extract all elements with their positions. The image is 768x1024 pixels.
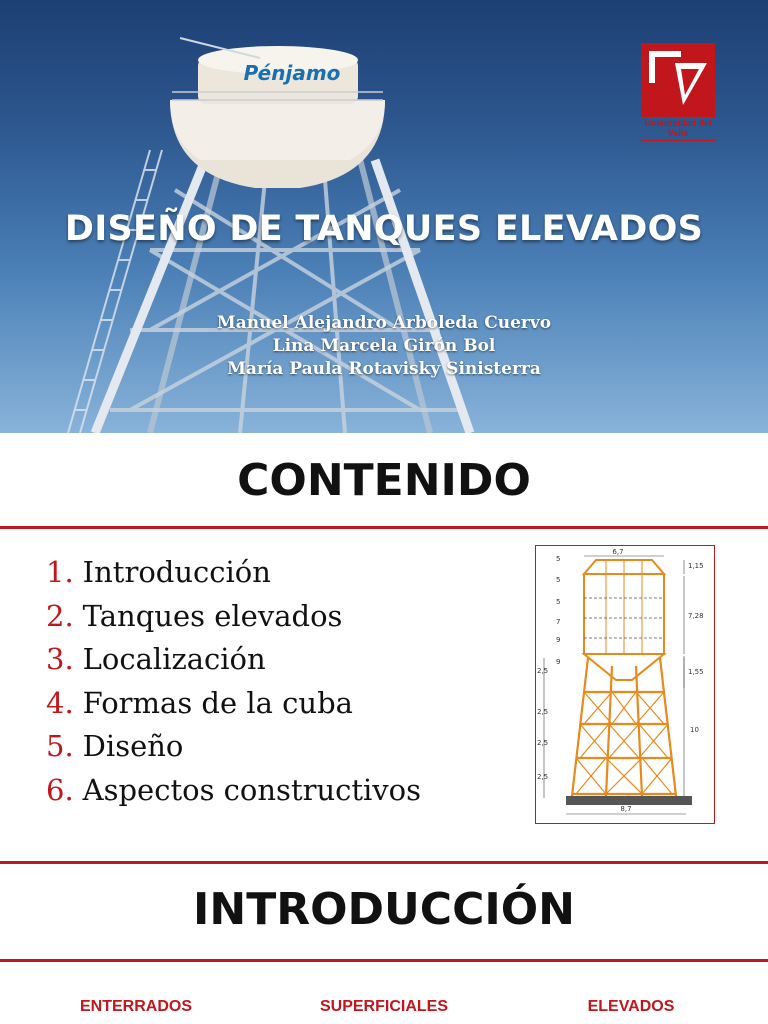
divider-line <box>0 959 768 962</box>
authors-list <box>0 312 768 381</box>
title-slide <box>0 0 768 433</box>
toc-item-localizacion <box>46 638 421 682</box>
toc-number: 6. <box>46 772 74 807</box>
tank-types-row <box>0 998 768 1018</box>
dim-panel-height: 2,5 <box>537 667 549 675</box>
dim-tag: 9 <box>556 636 561 644</box>
univalle-logo-icon <box>641 43 715 117</box>
contents-title: CONTENIDO <box>237 455 531 506</box>
toc-label: Diseño <box>82 729 184 763</box>
toc-item-tanques-elevados <box>46 595 421 639</box>
tank-type-label: SUPERFICIALES <box>319 998 448 1015</box>
toc-item-aspectos-constructivos <box>46 769 421 813</box>
toc-item-diseno <box>46 725 421 769</box>
dim-base-width: 8,7 <box>620 805 632 813</box>
toc-number: 2. <box>46 598 74 633</box>
dim-tag: 5 <box>556 598 561 606</box>
dim-roof-height: 1,15 <box>688 562 704 570</box>
toc-item-formas-cuba <box>46 682 421 726</box>
dim-panel-height: 2,5 <box>537 708 549 716</box>
dim-top-width: 6,7 <box>612 548 624 556</box>
toc-label: Introducción <box>82 555 271 589</box>
toc-label: Aspectos constructivos <box>82 772 422 807</box>
introduction-title: INTRODUCCIÓN <box>193 884 575 935</box>
toc-label: Tanques elevados <box>82 598 343 633</box>
dim-tag: 7 <box>556 618 561 626</box>
toc-number: 4. <box>46 685 74 720</box>
author-name: Lina Marcela Girón Bol <box>272 336 496 356</box>
table-of-contents <box>46 551 421 812</box>
dim-tag: 5 <box>556 555 561 563</box>
toc-label: Formas de la cuba <box>82 685 353 720</box>
dim-body-height: 7,28 <box>688 612 704 620</box>
dim-bottom-height: 1,55 <box>688 668 704 676</box>
tank-sign-text: Pénjamo <box>243 61 341 85</box>
presentation-title: DISEÑO DE TANQUES ELEVADOS <box>64 209 704 249</box>
author-name: Manuel Alejandro Arboleda Cuervo <box>216 313 552 333</box>
toc-number: 5. <box>46 729 74 763</box>
dim-panel-height: 2,5 <box>537 739 549 747</box>
introduction-slide <box>0 864 768 1024</box>
contents-slide <box>0 433 768 864</box>
tank-elevation-drawing <box>535 545 715 824</box>
toc-item-introduccion <box>46 551 421 595</box>
university-logo <box>641 43 715 145</box>
logo-caption: Universidad del Valle <box>641 118 715 141</box>
dim-tag: 9 <box>556 658 561 666</box>
toc-label: Localización <box>82 642 266 676</box>
dim-tower-height: 10 <box>690 726 699 734</box>
tank-type-label: ELEVADOS <box>587 998 675 1015</box>
toc-number: 3. <box>46 642 74 676</box>
dim-panel-height: 2,5 <box>537 773 549 781</box>
tank-type-label: ENTERRADOS <box>79 998 192 1015</box>
toc-number: 1. <box>46 555 74 589</box>
divider-line <box>0 526 768 529</box>
author-name: María Paula Rotavisky Sinisterra <box>227 359 541 379</box>
dim-tag: 5 <box>556 576 561 584</box>
